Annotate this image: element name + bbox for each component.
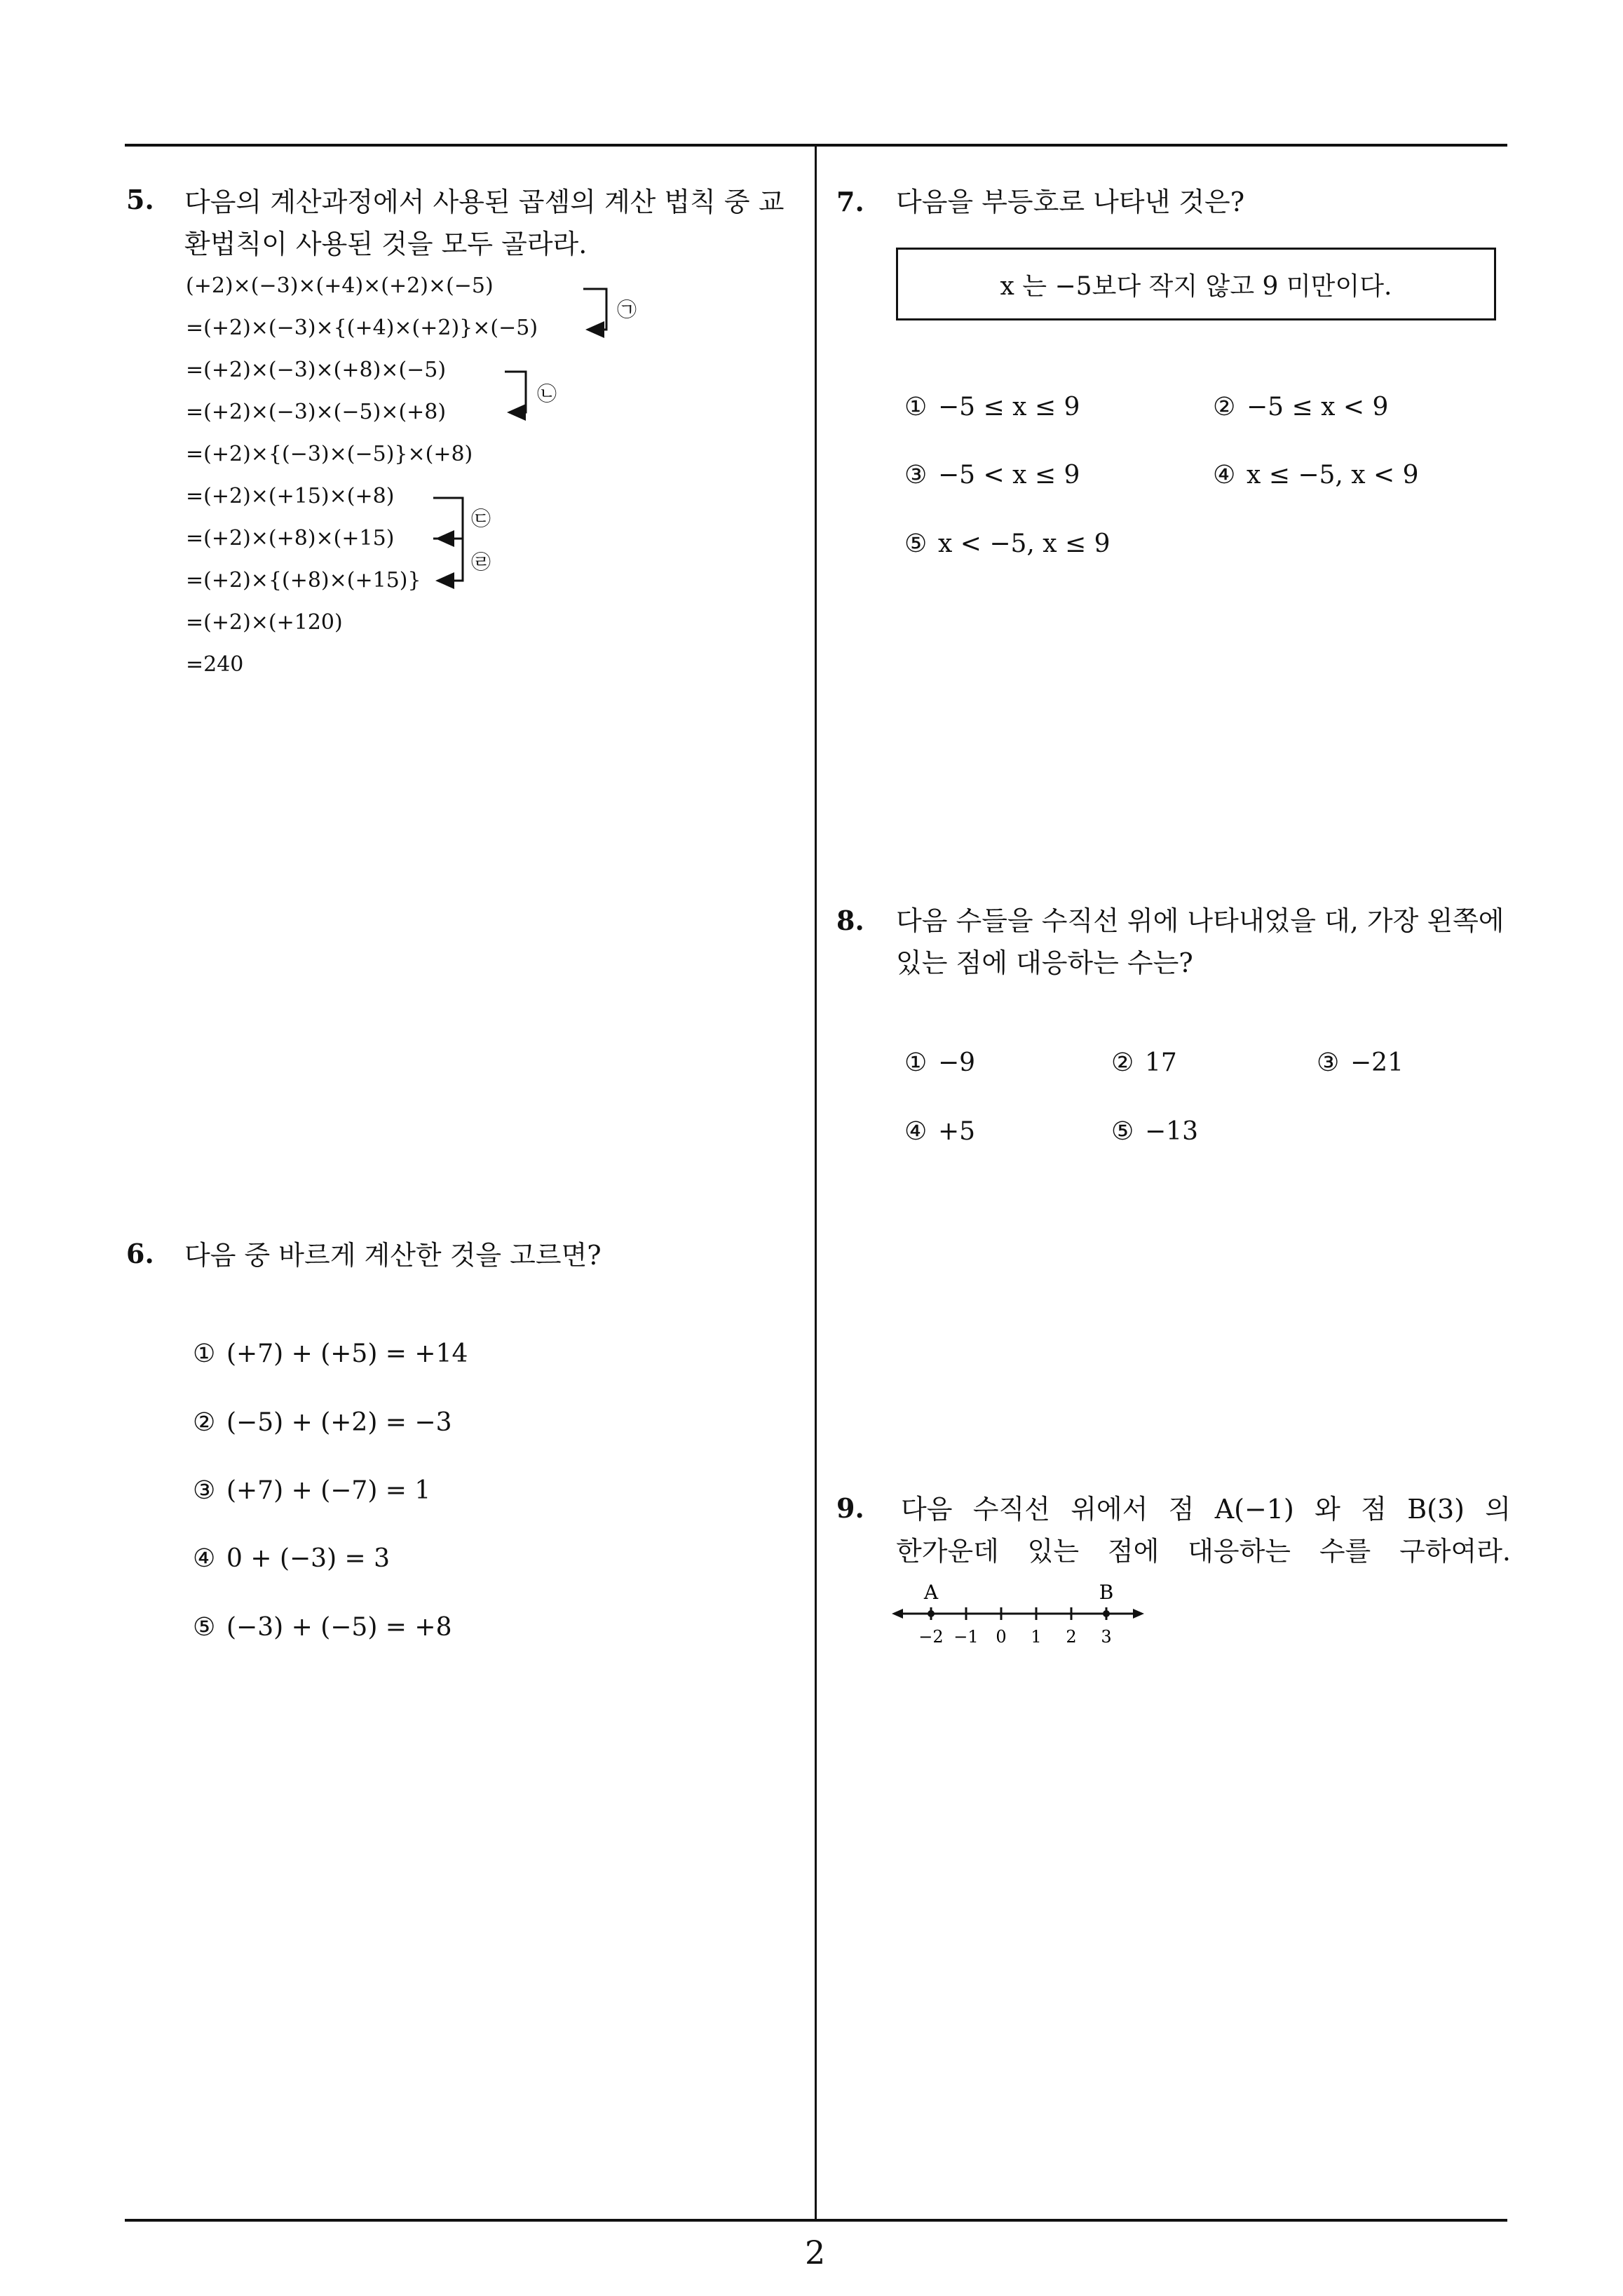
q6-choice-5[interactable]: ⑤ (−3) + (−5) = +8 (193, 1613, 452, 1642)
q6-choice-4[interactable]: ④ 0 + (−3) = 3 (193, 1544, 391, 1573)
tick-label: 2 (1066, 1627, 1077, 1647)
question-9-text-line1: 다음 수직선 위에서 점 A(−1) 와 점 B(3) 의 (901, 1494, 1511, 1525)
question-6-number: 6. (126, 1238, 154, 1269)
calc-step-3: =(+2)×(−3)×(+8)×(−5) (186, 358, 447, 382)
question-6-text: 다음 중 바르게 계산한 것을 고르면? (184, 1240, 602, 1271)
mark-nieun: ㉡ (537, 382, 557, 405)
calc-step-1: (+2)×(−3)×(+4)×(+2)×(−5) (186, 274, 494, 298)
point-a-label: A (923, 1581, 939, 1604)
q8-choice-2[interactable]: ② 17 (1111, 1048, 1177, 1077)
question-7-text: 다음을 부등호로 나타낸 것은? (896, 187, 1245, 217)
calc-step-10: =240 (186, 652, 244, 677)
calc-step-8: =(+2)×{(+8)×(+15)} (186, 568, 421, 593)
bracket-b (505, 372, 526, 412)
q7-choice-3[interactable]: ③ −5 < x ≤ 9 (904, 461, 1080, 489)
question-9-number: 9. (836, 1492, 864, 1524)
point-a-dot (928, 1610, 935, 1617)
q8-choice-4[interactable]: ④ +5 (904, 1117, 976, 1146)
question-5-number: 5. (126, 184, 154, 215)
calc-step-4: =(+2)×(−3)×(−5)×(+8) (186, 400, 447, 424)
q8-choice-1[interactable]: ① −9 (904, 1048, 976, 1077)
bracket-d (433, 539, 463, 581)
tick-label: −2 (918, 1627, 944, 1647)
q6-choice-1[interactable]: ① (+7) + (+5) = +14 (193, 1339, 468, 1368)
tick-label: 1 (1031, 1627, 1042, 1647)
q8-choice-5[interactable]: ⑤ −13 (1111, 1117, 1198, 1146)
mark-rieul: ㉣ (471, 551, 491, 574)
question-7-number: 7. (836, 186, 864, 217)
question-5-text-line1: 다음의 계산과정에서 사용된 곱셈의 계산 법칙 중 교 (184, 187, 785, 217)
calc-step-2: =(+2)×(−3)×{(+4)×(+2)}×(−5) (186, 316, 538, 340)
point-b-dot (1103, 1610, 1110, 1617)
q8-choice-3[interactable]: ③ −21 (1317, 1048, 1404, 1077)
q6-choice-3[interactable]: ③ (+7) + (−7) = 1 (193, 1476, 431, 1505)
calc-step-9: =(+2)×(+120) (186, 610, 343, 635)
question-5-text-line2: 환법칙이 사용된 것을 모두 골라라. (184, 229, 588, 259)
question-8-number: 8. (836, 905, 864, 936)
calc-step-5: =(+2)×{(−3)×(−5)}×(+8) (186, 442, 473, 466)
point-b-label: B (1099, 1581, 1114, 1604)
bracket-c (433, 498, 463, 539)
calc-step-6: =(+2)×(+15)×(+8) (186, 484, 395, 508)
question-9-text-line2: 한가운데 있는 점에 대응하는 수를 구하여라. (896, 1536, 1511, 1567)
q7-choice-1[interactable]: ① −5 ≤ x ≤ 9 (904, 393, 1080, 421)
calc-step-7: =(+2)×(+8)×(+15) (186, 526, 395, 551)
q6-choice-2[interactable]: ② (−5) + (+2) = −3 (193, 1408, 452, 1437)
condition-box: x 는 −5보다 작지 않고 9 미만이다. (896, 248, 1496, 320)
page-number: 2 (805, 2234, 826, 2271)
mark-digeut: ㉢ (471, 507, 491, 530)
bracket-a (583, 289, 606, 330)
tick-label: 3 (1101, 1627, 1112, 1647)
question-8-text-line2: 있는 점에 대응하는 수는? (896, 947, 1193, 978)
question-8-text-line1: 다음 수들을 수직선 위에 나타내었을 대, 가장 왼쪽에 (896, 905, 1505, 936)
q7-choice-4[interactable]: ④ x ≤ −5, x < 9 (1213, 461, 1419, 489)
tick-label: −1 (953, 1627, 979, 1647)
q7-choice-5[interactable]: ⑤ x < −5, x ≤ 9 (904, 529, 1111, 558)
left-arrowhead (892, 1609, 903, 1619)
mark-giyeok: ㉠ (617, 298, 637, 321)
number-line (890, 1578, 1157, 1655)
right-arrowhead (1133, 1609, 1144, 1619)
q7-choice-2[interactable]: ② −5 ≤ x < 9 (1213, 393, 1389, 421)
tick-label: 0 (996, 1627, 1007, 1647)
